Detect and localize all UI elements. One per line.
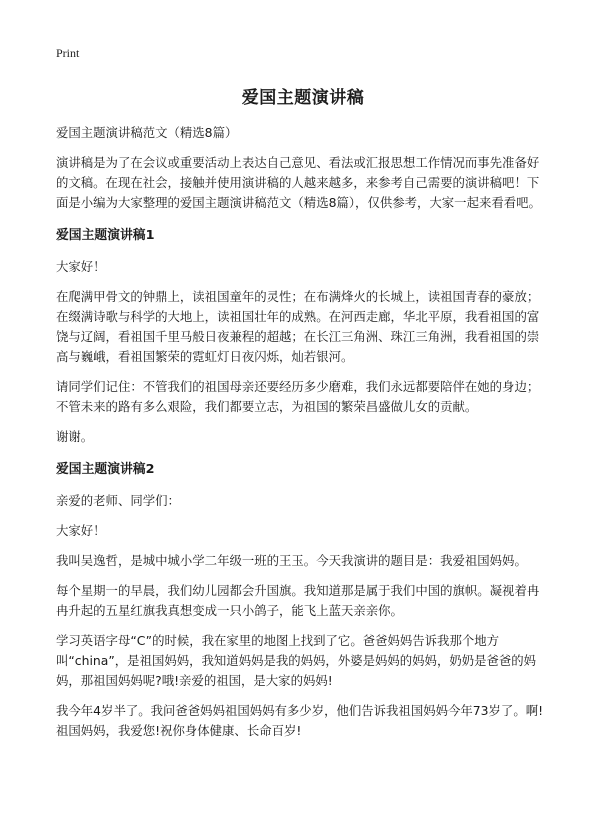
section-heading-1: 爱国主题演讲稿1: [56, 228, 155, 243]
section-2-paragraph-1: 我叫吴逸哲，是城中城小学二年级一班的王玉。今天我演讲的题目是：我爱祖国妈妈。: [56, 553, 527, 568]
section-heading-2: 爱国主题演讲稿2: [56, 462, 155, 477]
section-2-paragraph-2: 每个星期一的早晨，我们幼儿园都会升国旗。我知道那是属于我们中国的旗帜。凝视着冉冉升起的五星红旗我真想变成一只小鸽子，能飞上蓝天亲亲你。: [56, 583, 540, 618]
intro-paragraph: 演讲稿是为了在会议或重要活动上表达自己意见、看法或汇报思想工作情况而事先准备好的文稿。在现在社会，接触并使用演讲稿的人越来越多，来参考自己需要的演讲稿吧！下面是小编为大家整理的爱国主题演讲稿范文（精选8篇），仅供参考，大家一起来看看吧。: [56, 155, 541, 210]
print-link[interactable]: Print: [56, 46, 80, 60]
section-1-paragraph-2: 请同学们记住：不管我们的祖国母亲还要经历多少磨难，我们永远都要陪伴在她的身边；不管未来的路有多么艰险，我们都要立志，为祖国的繁荣昌盛做儿女的贡献。: [56, 379, 540, 414]
section-1-paragraph-1: 在爬满甲骨文的钟鼎上，读祖国童年的灵性；在布满烽火的长城上，读祖国青春的豪放；在缀满诗歌与科学的大地上，读祖国壮年的成熟。在河西走廊，华北平原，我看祖国的富饶与辽阔，看祖国千里马般日夜兼程的超越；在长江三角洲、珠江三角洲，我看祖国的崇高与巍峨，看祖国繁荣的霓虹灯日夜闪烁，灿若银河。: [56, 289, 540, 364]
document-title: 爱国主题演讲稿: [241, 88, 365, 108]
section-2-salutation: 亲爱的老师、同学们：: [56, 493, 180, 508]
section-2-paragraph-4: 我今年4岁半了。我问爸爸妈妈祖国妈妈有多少岁，他们告诉我祖国妈妈今年73岁了。啊!祖国妈妈，我爱您!祝你身体健康、长命百岁!: [56, 703, 544, 738]
section-1-closing: 谢谢。: [56, 429, 94, 444]
document-subtitle: 爱国主题演讲稿范文（精选8篇）: [56, 125, 238, 140]
section-2-greeting: 大家好！: [56, 523, 106, 538]
section-1-greeting: 大家好！: [56, 259, 106, 274]
section-2-paragraph-3: 学习英语字母“C”的时候，我在家里的地图上找到了它。爸爸妈妈告诉我那个地方叫“china”，是祖国妈妈，我知道妈妈是我的妈妈，外婆是妈妈的妈妈，奶奶是爸爸的妈妈，那祖国妈妈呢?哦!亲爱的祖国，是大家的妈妈!: [56, 633, 537, 688]
